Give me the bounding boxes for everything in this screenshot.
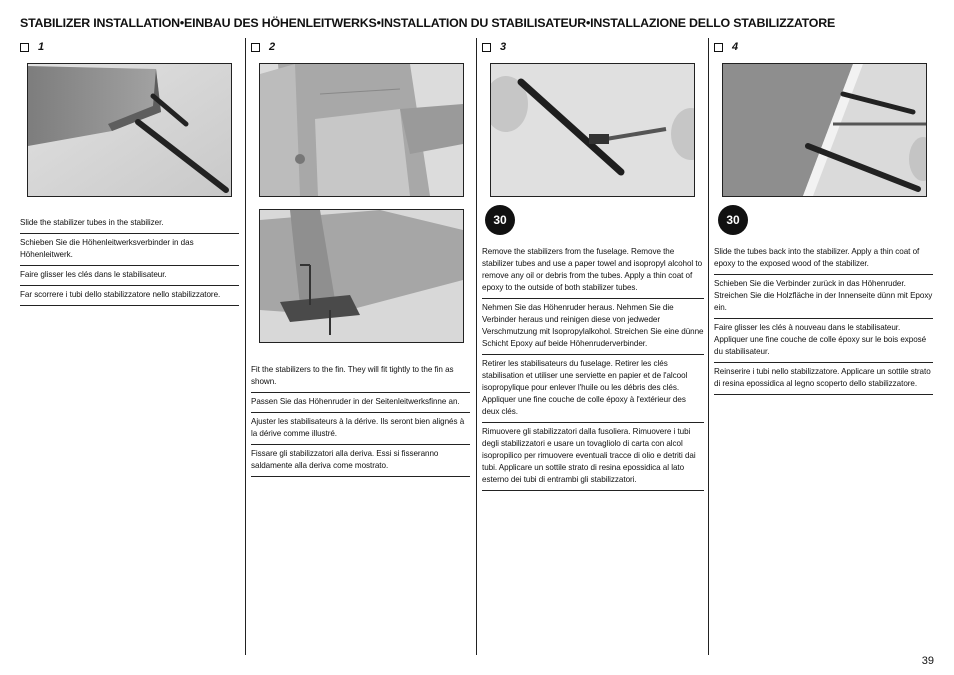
instruction-en: Fit the stabilizers to the fin. They will fit tightly to the fin as shown.: [251, 361, 470, 393]
step-1-column: [20, 38, 239, 299]
instruction-it: Reinserire i tubi nello stabilizzatore. Applicare un sottile strato di resina epossidica al legno scoperto dello stabilizzatore.: [714, 363, 933, 395]
step-number: 2: [269, 41, 276, 53]
step-4-text: [714, 243, 933, 395]
step-2-heading: [251, 38, 470, 56]
instruction-de: Schieben Sie die Verbinder zurück in das Höhenruder. Streichen Sie die Holzfläche in der Innenseite dünn mit Epoxy ein.: [714, 275, 933, 319]
cure-time-badge: 30: [485, 205, 515, 235]
step-2-text: [251, 361, 470, 477]
checkbox-icon[interactable]: [20, 43, 29, 52]
instruction-fr: Ajuster les stabilisateurs à la dérive. Ils seront bien alignés à la dérive comme illustré.: [251, 413, 470, 445]
instruction-en: Remove the stabilizers from the fuselage. Remove the stabilizer tubes and use a paper towel and isopropyl alcohol to remove any oil or debris from the tubes. Apply a thin coat of epoxy to the outside of both stabilizer tubes.: [482, 243, 704, 299]
step-3-column: [482, 38, 704, 484]
instruction-de: Passen Sie das Höhenruder in der Seitenleitwerksfinne an.: [251, 393, 470, 413]
step-3-heading: [482, 38, 704, 56]
page-number: 39: [921, 655, 934, 667]
checkbox-icon[interactable]: [482, 43, 491, 52]
instruction-en: Slide the stabilizer tubes in the stabilizer.: [20, 214, 239, 234]
instruction-fr: Faire glisser les clés à nouveau dans le stabilisateur. Appliquer une fine couche de colle époxy sur le bois exposé du stabilisateur.: [714, 319, 933, 363]
instruction-de: Schieben Sie die Höhenleitwerksverbinder in das Höhenleitwerk.: [20, 234, 239, 266]
step-2-photo-a: [259, 63, 464, 197]
step-number: 1: [38, 41, 45, 53]
instruction-de: Nehmen Sie das Höhenruder heraus. Nehmen Sie die Verbinder heraus und reinigen diese von jedweder Verschmutzung mit Isopropylalkohol. Streichen Sie eine dünne Schicht Epoxy auf beide Höhenruderverbinder.: [482, 299, 704, 355]
step-3-photo: [490, 63, 695, 197]
step-3-text: [482, 243, 704, 491]
column-divider: [245, 38, 246, 655]
instruction-fr: Faire glisser les clés dans le stabilisateur.: [20, 266, 239, 286]
step-4-photo: [722, 63, 927, 197]
instruction-it: Rimuovere gli stabilizzatori dalla fusoliera. Rimuovere i tubi degli stabilizzatori e usare un tovagliolo di carta con alcol isopropilico per rimuovere eventuali tracce di olio e detriti dai tubi. Applicare un sottile strato di resina epossidica al lato esterno dei tubi di entrambi gli stabilizzatori.: [482, 423, 704, 491]
cure-time-badge: 30: [718, 205, 748, 235]
step-1-heading: [20, 38, 239, 56]
page-title: STABILIZER INSTALLATION•EINBAU DES HÖHENLEITWERKS•INSTALLATION DU STABILISATEUR•INSTALLAZIONE DELLO STABILIZZATORE: [20, 16, 836, 30]
instruction-en: Slide the tubes back into the stabilizer. Apply a thin coat of epoxy to the exposed wood of the stabilizer.: [714, 243, 933, 275]
instruction-it: Fissare gli stabilizzatori alla deriva. Essi si fisseranno saldamente alla deriva come mostrato.: [251, 445, 470, 477]
step-2-column: [251, 38, 470, 470]
step-2-photo-b: [259, 209, 464, 343]
column-divider: [708, 38, 709, 655]
checkbox-icon[interactable]: [251, 43, 260, 52]
instruction-it: Far scorrere i tubi dello stabilizzatore nello stabilizzatore.: [20, 286, 239, 306]
step-number: 3: [500, 41, 507, 53]
instruction-fr: Retirer les stabilisateurs du fuselage. Retirer les clés stabilisation et utiliser une serviette en papier et de l'alcool isopropylique pour enlever l'huile ou les débris des clés. Appliquer une fine couche de colle époxy à l'extérieur des deux clés.: [482, 355, 704, 423]
step-1-photo: [27, 63, 232, 197]
checkbox-icon[interactable]: [714, 43, 723, 52]
step-1-text: [20, 214, 239, 306]
step-4-column: [714, 38, 933, 388]
step-4-heading: [714, 38, 933, 56]
column-divider: [476, 38, 477, 655]
step-number: 4: [732, 41, 739, 53]
